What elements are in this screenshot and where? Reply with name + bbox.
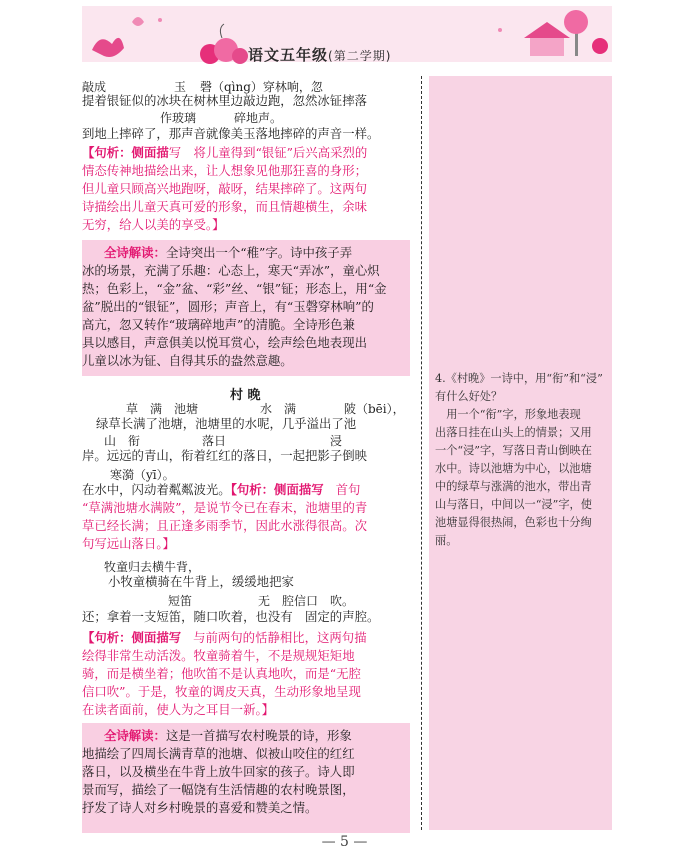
- book-title: 语文五年级: [248, 46, 329, 64]
- summary-line: 盆”脱出的“银钲”，圆形；声音上，有“玉磬穿林响”的: [82, 299, 374, 314]
- sidebar-panel: [429, 76, 612, 830]
- analysis-line: 在读者面前，使人为之耳目一新。】: [82, 702, 275, 717]
- sidebar-answer: 中的绿草与涨满的池水，带出青: [435, 480, 592, 493]
- poem-line: 水 满: [260, 402, 297, 416]
- main-column: [82, 78, 418, 833]
- translation-line: 到地上摔碎了，那声音就像美玉落地摔碎的声音一样。: [82, 126, 380, 141]
- translation-line: 岸。远远的青山，衔着红红的落日，一起把影子倒映: [82, 448, 367, 463]
- summary-line: 景而写，描绘了一幅饶有生活情趣的农村晚景图，: [82, 782, 355, 797]
- poem-line: 磬（qìng）穿林响，忽: [200, 80, 323, 94]
- summary-box: [82, 240, 410, 376]
- analysis-inline: 【句析：侧面描写 首句: [230, 482, 361, 497]
- summary-line: 具以感目，声意俱美以悦耳赏心，绘声绘色地表现出: [82, 335, 367, 350]
- analysis-label: 【句析：侧面描写: [82, 630, 182, 645]
- sidebar-answer: 丽。: [435, 534, 458, 547]
- poem-line: 落日: [202, 434, 227, 448]
- analysis-line: 草已经长满；且正逢多雨季节，因此水涨得很高。次: [82, 518, 367, 533]
- book-subtitle: (第二学期): [328, 49, 392, 63]
- analysis-line: 信口吹”。于是，牧童的调皮天真，生动形象地呈现: [82, 684, 361, 699]
- summary-line: 儿童以冰为钲、自得其乐的盎然意趣。: [82, 353, 293, 368]
- summary-line: 地描绘了四周长满青草的池塘、似被山咬住的红红: [82, 746, 355, 761]
- sidebar-answer: 池塘显得很热闹，色彩也十分绚: [435, 516, 592, 529]
- sidebar-answer: 出落日挂在山头上的情景；又用: [435, 426, 592, 439]
- analysis-label: 【句析：侧面描写: [230, 482, 324, 497]
- poem-line: 山 衔: [104, 434, 141, 448]
- translation-line: 小牧童横骑在牛背上，缓缓地把家: [108, 574, 294, 589]
- summary-line: 全诗解读：这是一首描写农村晚景的诗，形象: [104, 728, 352, 743]
- summary-box: [82, 723, 410, 833]
- analysis-line: 无穷，给人以美的享受。】: [82, 217, 225, 232]
- translation-line: 还；拿着一支短笛，随口吹着，也没有 固定的声腔。: [82, 609, 380, 624]
- sidebar-question: 4.《村晚》一诗中，用“衔”和“浸”: [435, 372, 603, 385]
- summary-line: 高亢，忽又转作“玻璃碎地声”的清脆。全诗形色兼: [82, 317, 355, 332]
- summary-label: 全诗解读：: [104, 245, 166, 260]
- analysis-line: 【句析：侧面描写 与前两句的恬静相比，这两句描: [82, 630, 367, 645]
- sidebar-answer: 一个“浸”字，写落日青山倒映在: [435, 444, 592, 457]
- sidebar-answer: 水中。诗以池塘为中心，以池塘: [435, 462, 592, 475]
- sidebar-question: 有什么好处？: [435, 390, 503, 403]
- translation-line: 提着银钲似的冰块在树林里边敲边跑，忽然冰钲摔落: [82, 93, 367, 108]
- poem-line: 玉: [174, 80, 187, 94]
- summary-line: 全诗解读：全诗突出一个“稚”字。诗中孩子弄: [104, 245, 353, 260]
- header-decoration: [0, 0, 689, 80]
- translation-line: 在水中，闪动着粼粼波光。【句析：侧面描写 首句: [82, 482, 361, 497]
- analysis-line: 情态传神地描绘出来，让人想象见他那狂喜的身形；: [82, 163, 367, 178]
- poem-line: 浸: [330, 434, 343, 448]
- page-header-title: [248, 44, 391, 65]
- analysis-line: 【句析：侧面描写 将儿童得到“银钲”后兴高采烈的: [82, 145, 368, 160]
- summary-line: 冰的场景，充满了乐趣：心态上，寒天“弄冰”，童心炽: [82, 263, 380, 278]
- poem-line: 无 腔信口 吹。: [258, 594, 355, 608]
- analysis-line: 但儿童只顾高兴地跑呀，敲呀，结果摔碎了。这两句: [82, 181, 367, 196]
- poem-line: 敲成: [82, 80, 107, 94]
- summary-line: 落日，以及横坐在牛背上放牛回家的孩子。诗人即: [82, 764, 355, 779]
- poem-line: 作玻璃: [160, 111, 197, 125]
- analysis-line: 句写远山落日。】: [82, 536, 175, 551]
- translation-line: 绿草长满了池塘，池塘里的水呢，几乎溢出了池: [96, 416, 357, 431]
- analysis-line: 绘得非常生动活泼。牧童骑着牛，不是规规矩矩地: [82, 648, 355, 663]
- poem-line: 陂（bēi），: [344, 402, 405, 416]
- page-number: — 5 —: [321, 834, 368, 850]
- poem-title: 村 晚: [230, 388, 261, 403]
- analysis-line: 骑，而是横坐着；他吹笛不是认真地吹，而是“无腔: [82, 666, 361, 681]
- poem-line: 草 满 池塘: [126, 402, 199, 416]
- sidebar-answer: 用一个“衔”字，形象地表现: [435, 408, 581, 421]
- analysis-line: “草满池塘水满陂”，是说节令已在春末，池塘里的青: [82, 500, 368, 515]
- column-divider: [421, 76, 422, 830]
- poem-line: 碎地声。: [234, 111, 283, 125]
- summary-label: 全诗解读：: [104, 728, 166, 743]
- sidebar-answer: 山与落日，中间以一“浸”字，使: [435, 498, 592, 511]
- summary-line: 热；色彩上，“金”盆、“彩”丝、“银”钲；形态上，用“金: [82, 281, 387, 296]
- poem-line: 短笛: [168, 594, 193, 608]
- poem-line: 寒漪（yī）。: [110, 468, 175, 482]
- analysis-label: 【句析：侧面描: [82, 145, 169, 160]
- analysis-line: 诗描绘出儿童天真可爱的形象，而且情趣横生，余味: [82, 199, 367, 214]
- poem-line: 牧童归去横牛背，: [104, 560, 201, 574]
- summary-line: 抒发了诗人对乡村晚景的喜爱和赞美之情。: [82, 800, 318, 815]
